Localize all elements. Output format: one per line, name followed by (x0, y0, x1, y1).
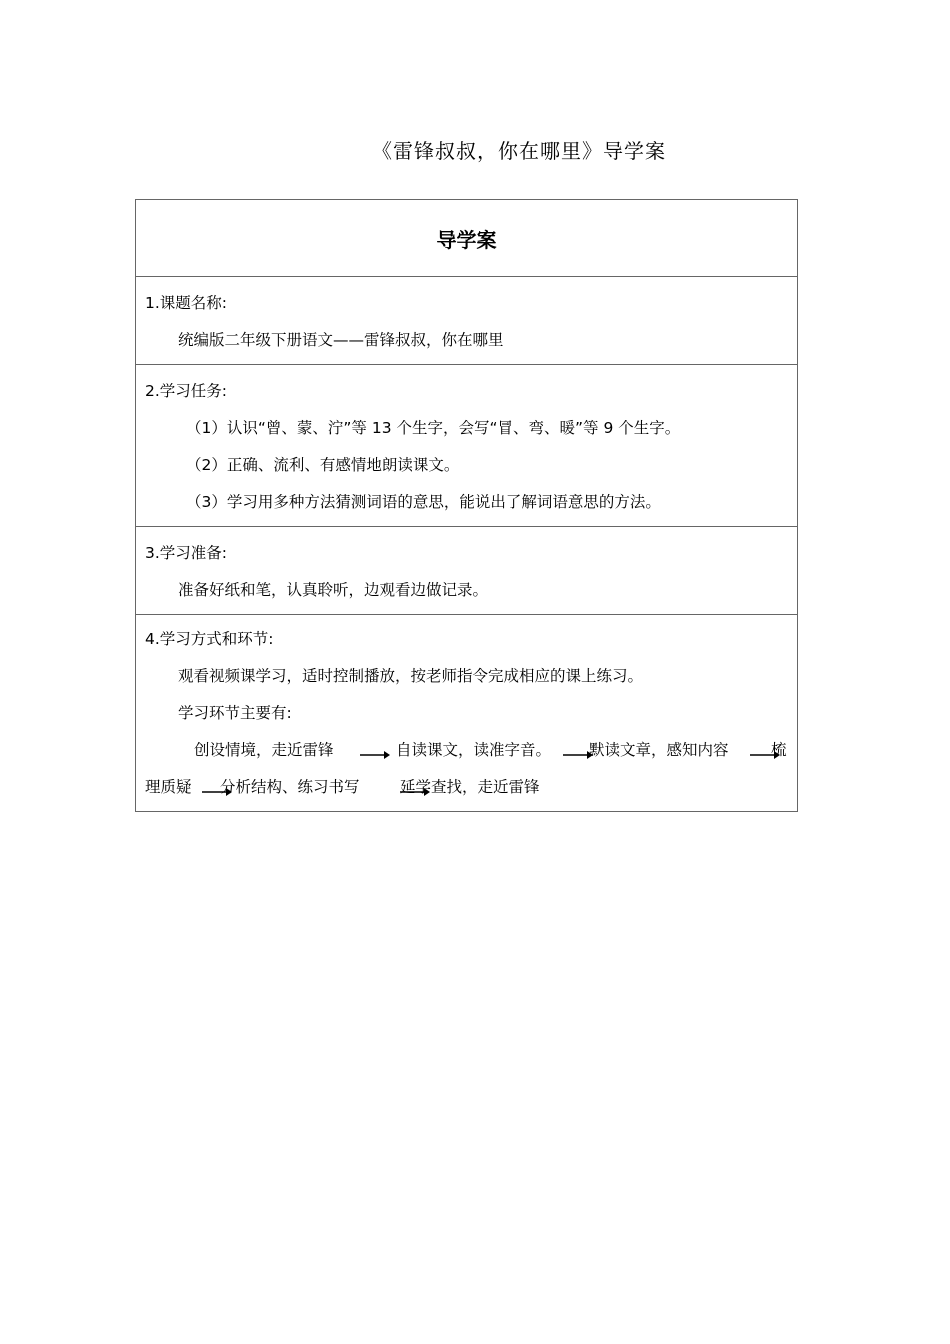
section3-heading: 3.学习准备: (145, 544, 228, 562)
section4-heading: 4.学习方式和环节: (145, 630, 274, 648)
section-learning-tasks (136, 364, 797, 526)
section-course-name (136, 276, 797, 364)
flow-step: 自读课文，读准字音。 (396, 741, 552, 759)
flow-step: 延学查找，走近雷锋 (400, 778, 540, 796)
table-header: 导学案 (436, 227, 497, 252)
arrow-right-icon (358, 732, 390, 769)
flow-step: 理质疑 (145, 778, 192, 796)
section-preparation (136, 526, 797, 614)
flow-step: 分析结构、练习书写 (220, 778, 360, 796)
flow-line-2 (136, 769, 797, 806)
task-item: （2）正确、流利、有感情地朗读课文。 (186, 456, 460, 474)
section4-content: 观看视频课学习，适时控制播放，按老师指令完成相应的课上练习。 (178, 667, 644, 685)
flow-line-1 (136, 732, 797, 769)
section1-content: 统编版二年级下册语文——雷锋叔叔，你在哪里 (178, 331, 504, 349)
flow-step: 创设情境，走近雷锋 (194, 741, 334, 759)
section4-subheading: 学习环节主要有: (178, 704, 292, 722)
flow-step: 默读文章，感知内容 (589, 741, 729, 759)
task-item: （1）认识“曾、蒙、泞”等 13 个生字，会写“冒、弯、暖”等 9 个生字。 (186, 419, 681, 437)
section2-heading: 2.学习任务: (145, 382, 228, 400)
guide-table (135, 199, 798, 812)
section3-content: 准备好纸和笔，认真聆听，边观看边做记录。 (178, 581, 489, 599)
section-methods-steps (136, 614, 797, 811)
section1-heading: 1.课题名称: (145, 294, 228, 312)
document-title: 《雷锋叔叔，你在哪里》导学案 (372, 139, 666, 163)
flow-step: 梳 (771, 741, 787, 759)
task-item: （3）学习用多种方法猜测词语的意思，能说出了解词语意思的方法。 (186, 493, 661, 511)
table-header-row (136, 200, 797, 276)
